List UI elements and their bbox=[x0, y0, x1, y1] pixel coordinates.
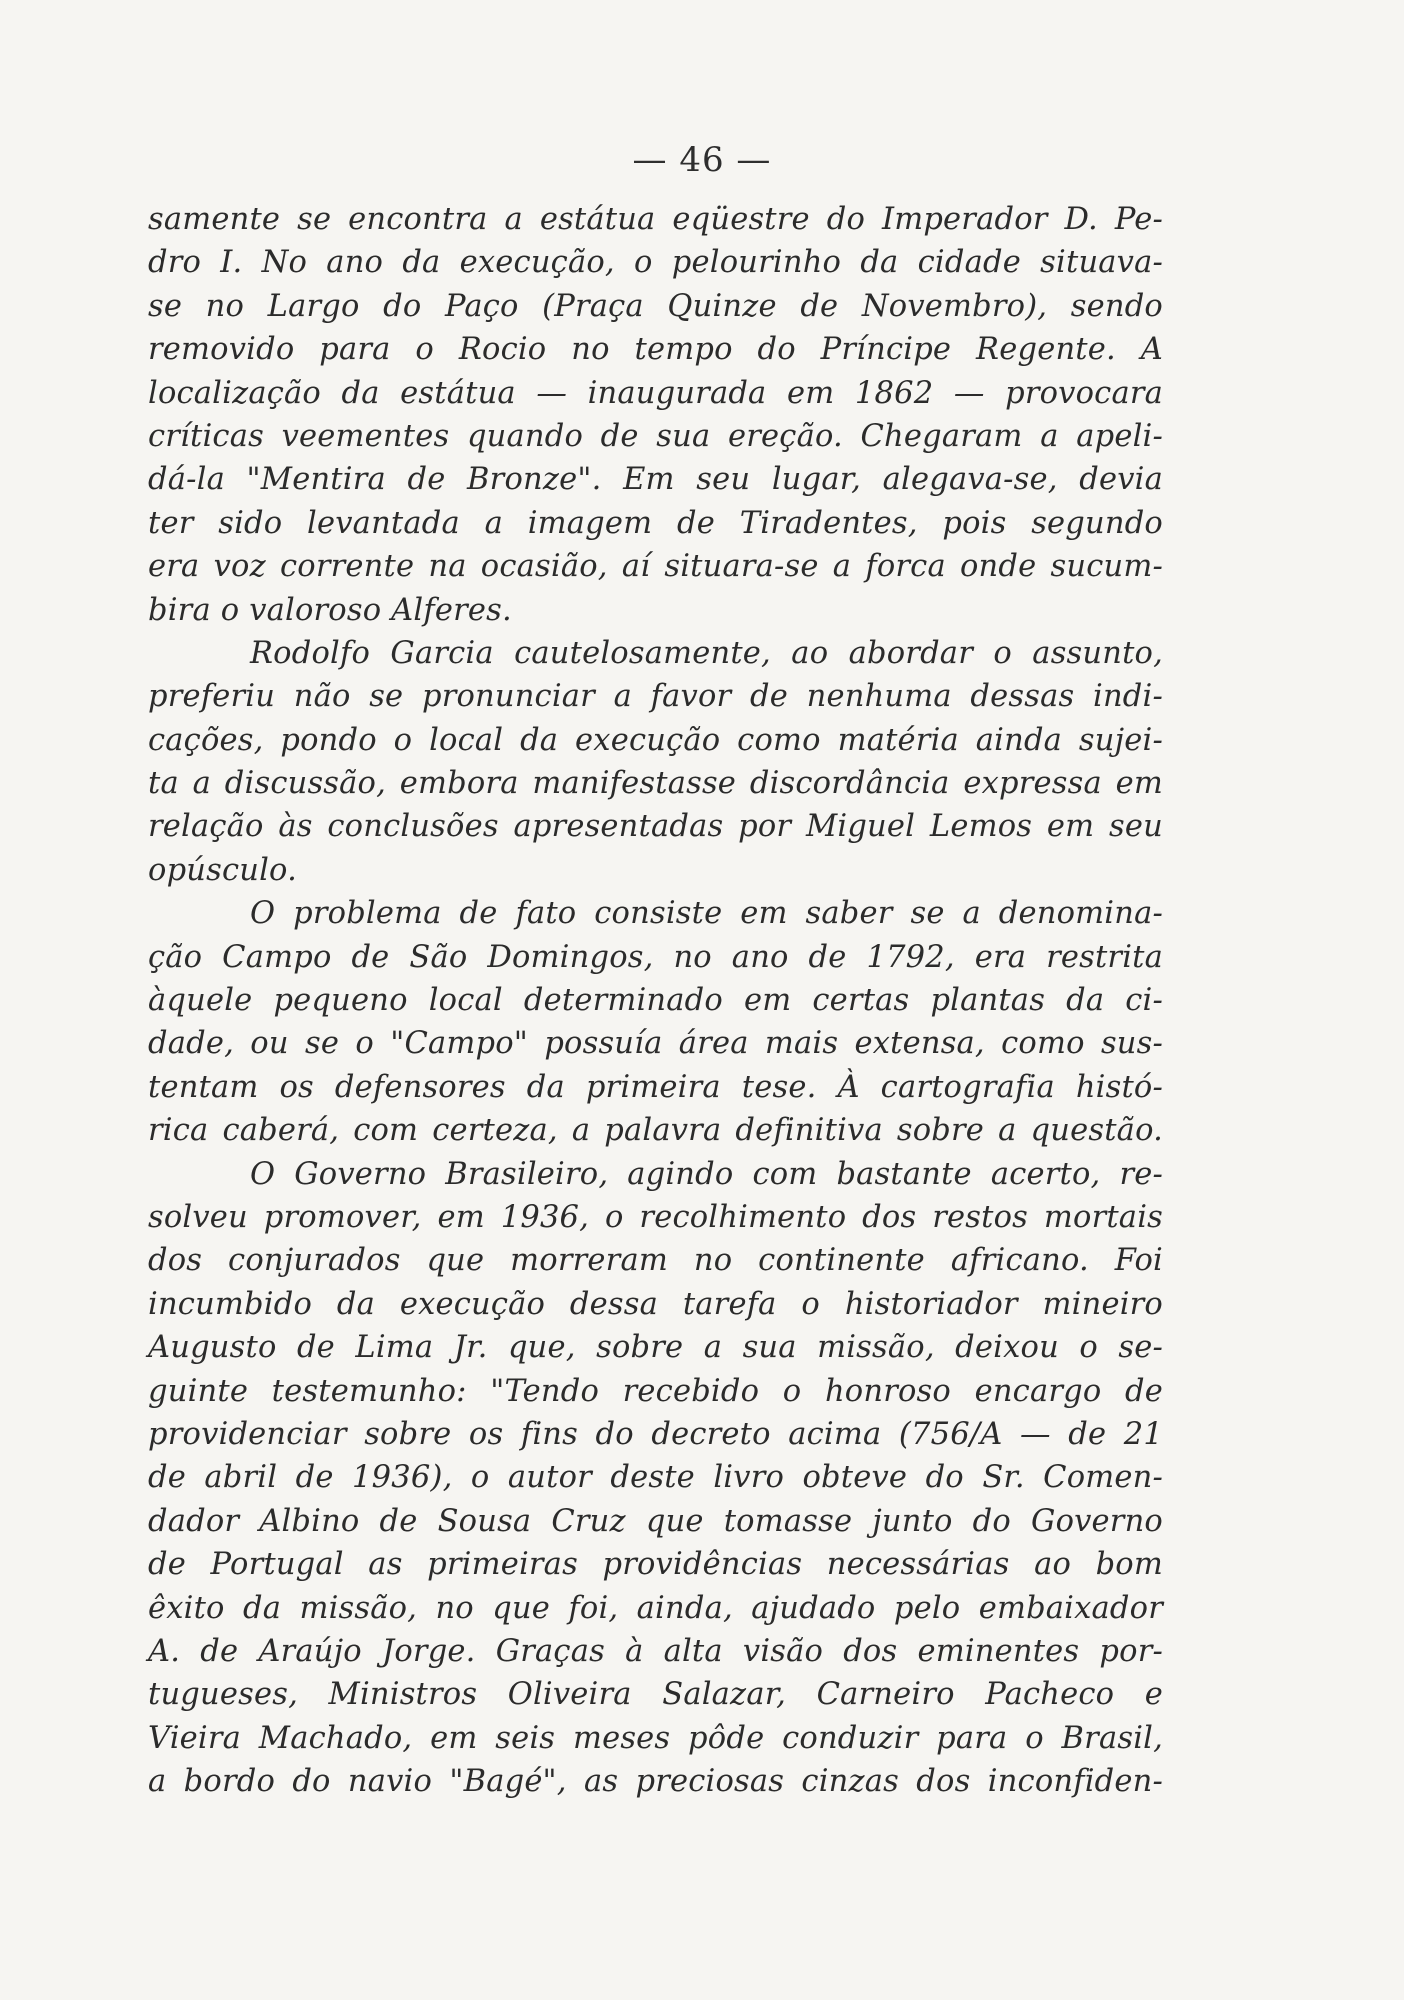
text-line: críticas veementes quando de sua ereção. Chegaram a apeli- bbox=[148, 418, 1163, 454]
text-line: êxito da missão, no que foi, ainda, ajudado pelo embaixador bbox=[148, 1590, 1163, 1626]
text-line: dá-la "Mentira de Bronze". Em seu lugar, alegava-se, devia bbox=[148, 462, 1163, 498]
text-line: ta a discussão, embora manifestasse discordância expressa em bbox=[148, 766, 1163, 802]
text-line: de Portugal as primeiras providências necessárias ao bom bbox=[148, 1547, 1163, 1583]
text-line: relação às conclusões apresentadas por Miguel Lemos em seu bbox=[148, 809, 1163, 845]
text-line: opúsculo. bbox=[148, 852, 297, 888]
text-line: dade, ou se o "Campo" possuía área mais extensa, como sus- bbox=[148, 1026, 1163, 1062]
text-line: ter sido levantada a imagem de Tiradentes, pois segundo bbox=[148, 505, 1163, 541]
text-line: A. de Araújo Jorge. Graças à alta visão dos eminentes por- bbox=[148, 1633, 1163, 1669]
paragraph-2 bbox=[148, 632, 1163, 892]
text-line: Vieira Machado, em seis meses pôde conduzir para o Brasil, bbox=[148, 1720, 1163, 1756]
text-line: ção Campo de São Domingos, no ano de 1792, era restrita bbox=[148, 939, 1163, 975]
text-line: bira o valoroso Alferes. bbox=[148, 592, 512, 628]
body-text bbox=[148, 198, 1163, 1803]
text-line: Augusto de Lima Jr. que, sobre a sua missão, deixou o se- bbox=[148, 1330, 1163, 1366]
text-line: rica caberá, com certeza, a palavra definitiva sobre a questão. bbox=[148, 1113, 1163, 1149]
paragraph-3 bbox=[148, 892, 1163, 1152]
text-line: localização da estátua — inaugurada em 1862 — provocara bbox=[148, 375, 1163, 411]
text-line: a bordo do navio "Bagé", as preciosas cinzas dos inconfiden- bbox=[148, 1764, 1163, 1800]
text-line: Rodolfo Garcia cautelosamente, ao abordar o assunto, bbox=[250, 635, 1163, 671]
text-line: dro I. No ano da execução, o pelourinho da cidade situava- bbox=[148, 245, 1163, 281]
text-line: de abril de 1936), o autor deste livro obteve do Sr. Comen- bbox=[148, 1460, 1163, 1496]
paragraph-1 bbox=[148, 198, 1163, 632]
text-line: tentam os defensores da primeira tese. À cartografia histó- bbox=[148, 1069, 1163, 1105]
text-line: removido para o Rocio no tempo do Príncipe Regente. A bbox=[148, 332, 1163, 368]
text-line: dos conjurados que morreram no continente africano. Foi bbox=[148, 1243, 1163, 1279]
text-line: era voz corrente na ocasião, aí situara-se a forca onde sucum- bbox=[148, 549, 1163, 585]
text-line: O problema de fato consiste em saber se a denomina- bbox=[250, 896, 1163, 932]
text-line: guinte testemunho: "Tendo recebido o honroso encargo de bbox=[148, 1373, 1163, 1409]
text-line: providenciar sobre os fins do decreto acima (756/A — de 21 bbox=[148, 1416, 1163, 1452]
page-number: — 46 — bbox=[632, 140, 772, 180]
paragraph-4 bbox=[148, 1153, 1163, 1804]
text-line: O Governo Brasileiro, agindo com bastante acerto, re- bbox=[250, 1156, 1163, 1192]
text-line: preferiu não se pronunciar a favor de nenhuma dessas indi- bbox=[148, 679, 1163, 715]
text-line: samente se encontra a estátua eqüestre do Imperador D. Pe- bbox=[148, 202, 1163, 237]
text-line: tugueses, Ministros Oliveira Salazar, Carneiro Pacheco e bbox=[148, 1677, 1163, 1713]
text-line: se no Largo do Paço (Praça Quinze de Novembro), sendo bbox=[148, 288, 1163, 324]
text-line: incumbido da execução dessa tarefa o historiador mineiro bbox=[148, 1286, 1163, 1322]
text-line: àquele pequeno local determinado em certas plantas da ci- bbox=[148, 983, 1163, 1019]
text-line: dador Albino de Sousa Cruz que tomasse junto do Governo bbox=[148, 1503, 1163, 1539]
text-line: solveu promover, em 1936, o recolhimento dos restos mortais bbox=[148, 1199, 1163, 1235]
text-line: cações, pondo o local da execução como matéria ainda sujei- bbox=[148, 722, 1163, 758]
